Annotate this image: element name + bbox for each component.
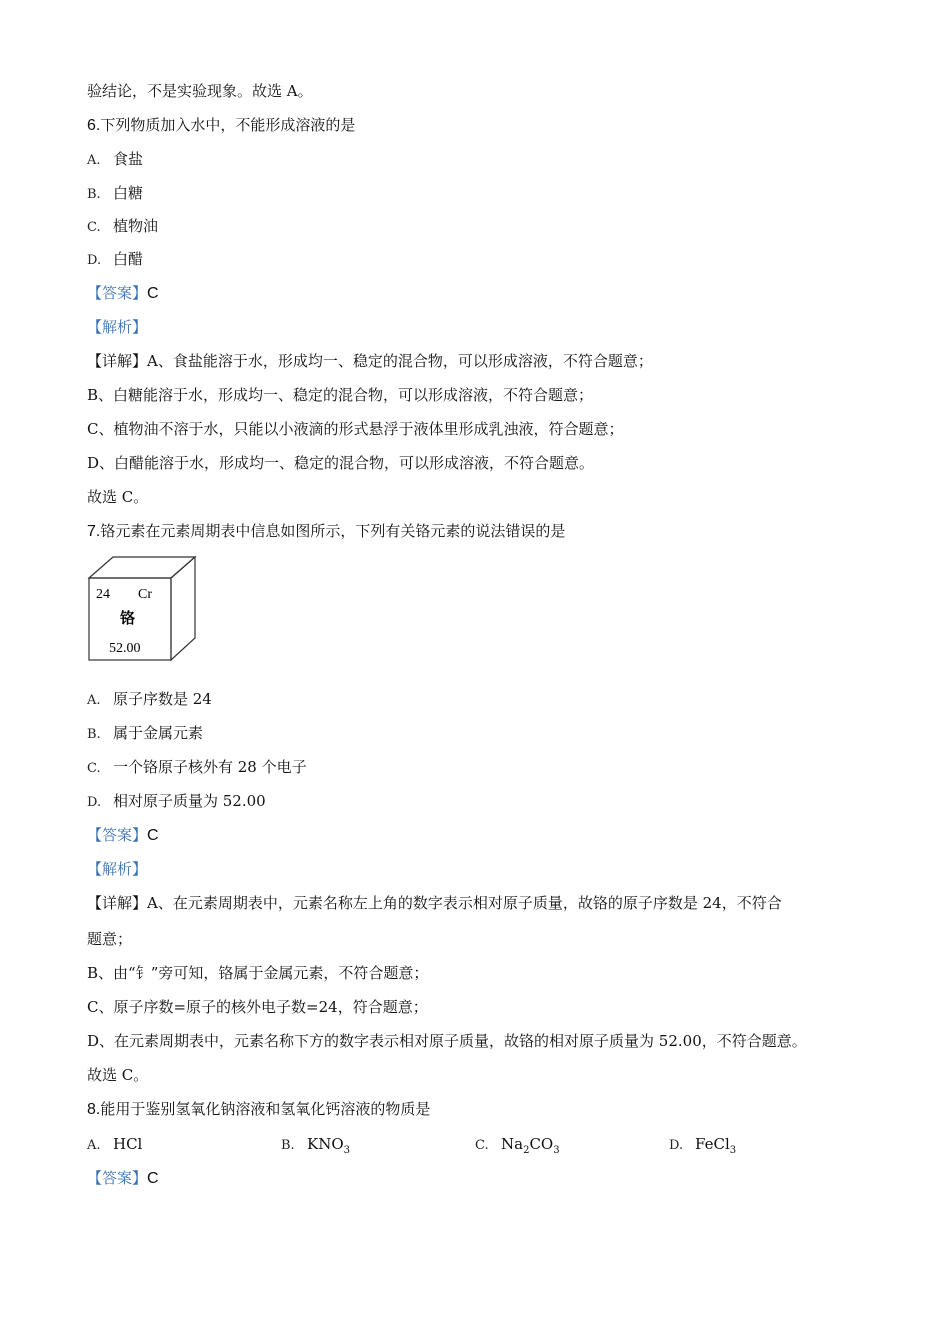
option-text: CO [529,1135,554,1153]
option-text: 原子序数是 24 [113,690,212,708]
detail-line: 【详解】A、食盐能溶于水，形成均一、稳定的混合物，可以形成溶液，不符合题意； [87,352,653,370]
question-number: 7. [87,523,101,540]
analysis-tag: 【解析】 [87,860,148,878]
option-b [87,723,203,745]
option-letter: B. [87,727,101,742]
option-letter: B. [87,187,101,202]
atomic-mass: 52.00 [109,641,141,656]
subscript: 3 [729,1145,737,1156]
option-letter: D. [87,253,102,268]
option-a [87,1134,142,1156]
element-cell-figure [87,556,197,662]
answer-line [87,825,159,846]
answer-value: C [147,285,159,302]
detail-line: B、由“钅”旁可知，铬属于金属元素，不符合题意； [87,964,429,982]
element-symbol: Cr [138,587,152,602]
analysis-tag-line [87,317,147,337]
answer-tag: 【答案】 [87,284,148,302]
option-text: 一个铬原子核外有 28 个电子 [113,758,307,776]
option-letter: D. [669,1138,684,1153]
option-letter: A. [87,1138,101,1153]
detail-line: D、在元素周期表中，元素名称下方的数字表示相对原子质量，故铬的相对原子质量为 52.00，不符合题意。 [87,1032,807,1050]
option-d [87,791,266,813]
option-letter: C. [475,1138,489,1153]
detail-line: C、植物油不溶于水，只能以小液滴的形式悬浮于液体里形成乳浊液，符合题意； [87,420,624,438]
question-number: 8. [87,1101,101,1118]
option-text: 白醋 [113,250,144,268]
answer-value: C [147,827,159,844]
option-d [87,249,143,271]
option-d [669,1134,736,1161]
option-text: 相对原子质量为 52.00 [113,792,266,810]
answer-line [87,1168,159,1189]
option-text: KNO [307,1135,344,1153]
option-text: HCl [113,1135,143,1153]
option-b [87,183,143,205]
option-text: 植物油 [113,217,159,235]
conclusion-line: 故选 C。 [87,488,149,506]
option-b [281,1134,350,1161]
question-6 [87,115,355,136]
option-letter: D. [87,795,102,810]
option-text: 白糖 [113,184,144,202]
option-letter: C. [87,761,101,776]
question-7 [87,521,565,542]
question-text: 下列物质加入水中，不能形成溶液的是 [100,116,356,134]
option-letter: A. [87,153,101,168]
option-c [475,1134,560,1161]
text-line: 验结论，不是实验现象。故选 A。 [87,82,313,100]
subscript: 3 [343,1145,351,1156]
detail-line: 题意； [87,930,133,948]
element-cube-outline [87,556,197,662]
detail-line: 【详解】A、在元素周期表中，元素名称左上角的数字表示相对原子质量，故铬的原子序数是 24，不符合 [87,894,782,912]
detail-line: D、白醋能溶于水，形成均一、稳定的混合物，可以形成溶液，不符合题意。 [87,454,595,472]
option-text: Na [501,1135,524,1153]
question-text: 能用于鉴别氢氧化钠溶液和氢氧化钙溶液的物质是 [100,1100,431,1118]
question-text: 铬元素在元素周期表中信息如图所示，下列有关铬元素的说法错误的是 [100,522,566,540]
option-letter: C. [87,220,101,235]
option-text: FeCl [695,1135,730,1153]
subscript: 3 [553,1145,560,1156]
option-letter: B. [281,1138,295,1153]
detail-line: B、白糖能溶于水，形成均一、稳定的混合物，可以形成溶液，不符合题意； [87,386,594,404]
answer-line [87,283,159,304]
option-c [87,757,307,779]
atomic-number: 24 [96,587,110,602]
conclusion-line: 故选 C。 [87,1066,149,1084]
option-text: 属于金属元素 [113,724,204,742]
answer-tag: 【答案】 [87,826,148,844]
option-a [87,149,143,171]
analysis-tag: 【解析】 [87,318,148,336]
detail-line: C、原子序数=原子的核外电子数=24，符合题意； [87,998,428,1016]
option-letter: A. [87,693,101,708]
option-text: 食盐 [113,150,144,168]
question-8 [87,1099,430,1120]
question-number: 6. [87,117,101,134]
option-c [87,216,158,238]
option-a [87,689,212,711]
answer-value: C [147,1170,159,1187]
subscript: 2 [523,1145,530,1156]
answer-tag: 【答案】 [87,1169,148,1187]
analysis-tag-line [87,859,147,879]
element-name: 铬 [120,609,136,627]
